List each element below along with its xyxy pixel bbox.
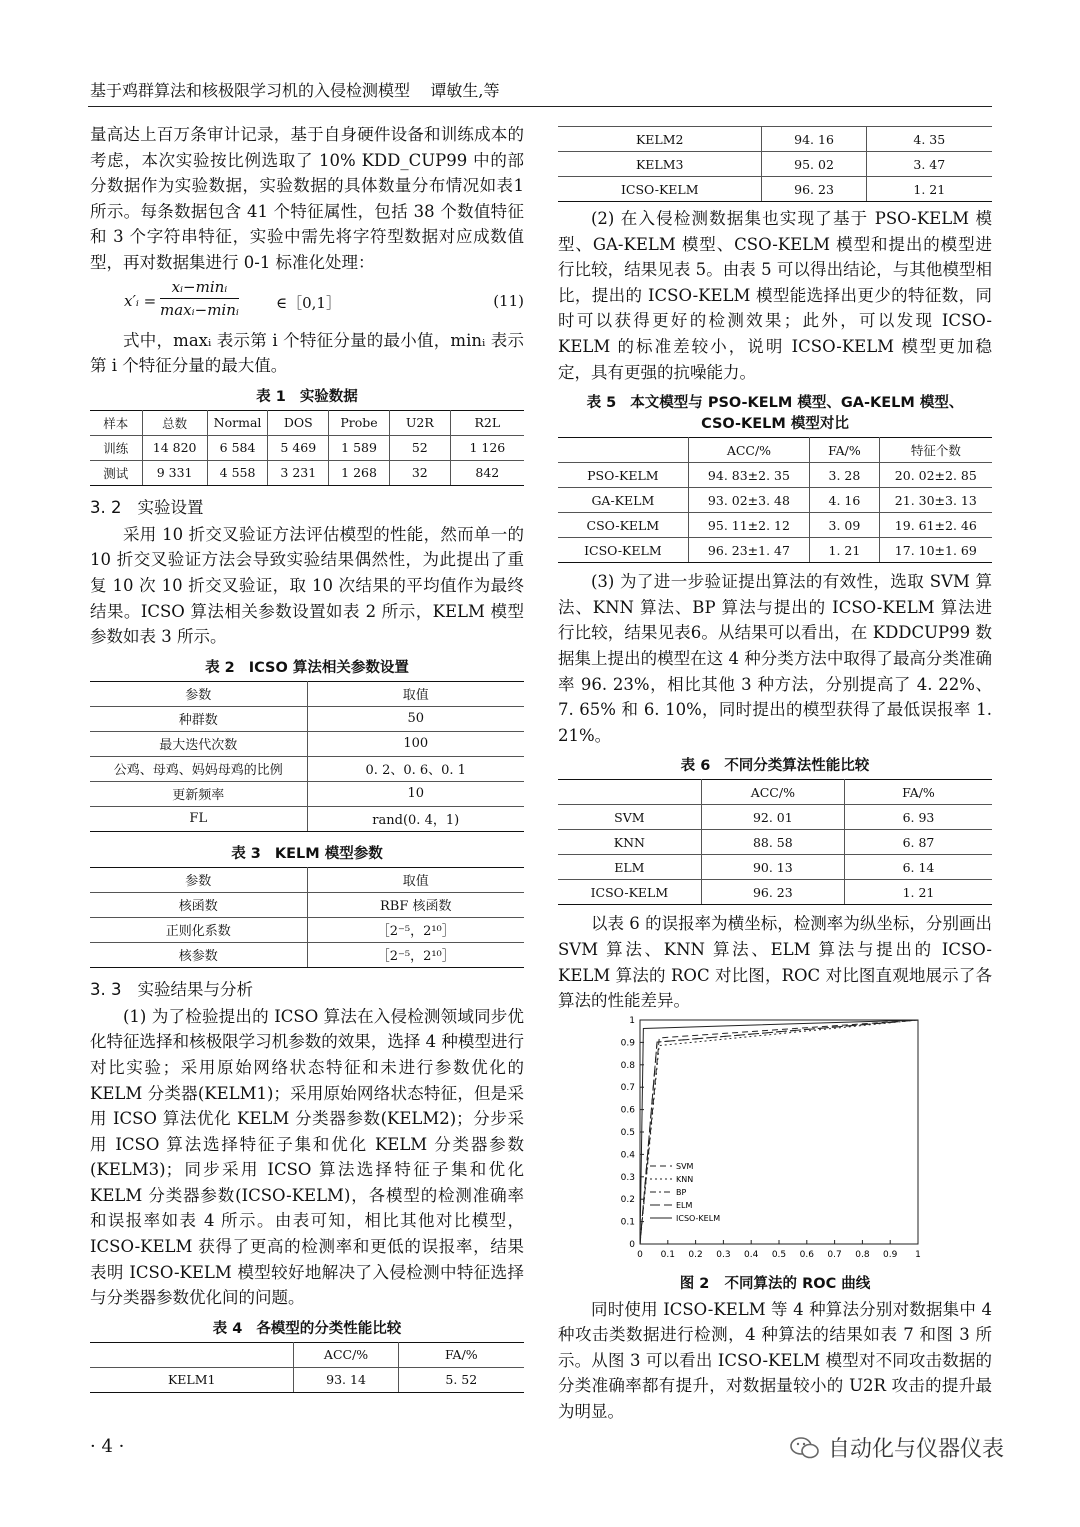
table-caption	[90, 1317, 524, 1338]
table-header-cell: 参数	[90, 681, 307, 706]
table-cell: 93. 14	[294, 1367, 398, 1392]
table-cell: 更新频率	[90, 781, 307, 806]
y-tick-label: 0.6	[620, 1105, 635, 1116]
table-cell: 4 558	[207, 460, 268, 485]
table-cell: 测试	[90, 460, 142, 485]
table-cell: 17. 10±1. 69	[879, 538, 992, 563]
table-title: KELM 模型参数	[274, 845, 383, 862]
figure-title: 不同算法的 ROC 曲线	[724, 1275, 871, 1292]
x-tick-label: 0.9	[883, 1249, 898, 1260]
table-row	[558, 127, 992, 152]
paragraph: 式中，maxᵢ 表示第 i 个特征分量的最小值，minᵢ 表示第 i 个特征分量的最大值。	[90, 330, 524, 376]
table-number: 表 4	[212, 1320, 243, 1337]
table-cell: 95. 02	[762, 152, 866, 177]
x-tick-label: 1	[915, 1249, 921, 1260]
table-cell: 96. 23±1. 47	[688, 538, 810, 563]
table-cell: FL	[90, 806, 307, 831]
table-cell: 14 820	[142, 435, 207, 460]
table-cell: 96. 23	[701, 880, 844, 905]
paragraph: 量高达上百万条审计记录，基于自身硬件设备和训练成本的考虑，本次实验按比例选取了 10% KDD_CUP99 中的部分数据作为实验数据，实验数据的具体数量分布情况如表1 所示。每条数据包含 41 个特征属性，包括 38 个数值特征和 3 个字符串特征，实验中需先将字符型数据对应成数值型，再对数据集进行 0-1 标准化处理：	[90, 125, 524, 272]
table-cell: 90. 13	[701, 855, 844, 880]
legend-label: SVM	[676, 1161, 694, 1171]
table-cell: SVM	[558, 805, 701, 830]
table-number: 表 6	[680, 758, 711, 775]
table-header-cell: 样本	[90, 410, 142, 435]
table-cell: 100	[307, 731, 524, 756]
equation-number: (11)	[493, 291, 524, 310]
legend-label: KNN	[676, 1174, 694, 1184]
table-cell: 21. 30±3. 13	[879, 488, 992, 513]
x-tick-label: 0.1	[660, 1249, 675, 1260]
table-cell: 核参数	[90, 942, 307, 967]
table-row	[558, 152, 992, 177]
table-5	[558, 437, 992, 563]
running-header	[90, 78, 499, 101]
table-cell: 种群数	[90, 706, 307, 731]
table-header-cell: 取值	[307, 681, 524, 706]
paragraph: (2) 在入侵检测数据集也实现了基于 PSO-KELM 模型、GA-KELM 模型、CSO-KELM 模型和提出的模型进行比较，结果见表 5。由表 5 可以得出结论，与其他模型相比，提出的 ICSO-KELM 模型能选择出更少的特征数，同时可以获得更好的检测效果；此外，可以发现 ICSO-KELM 的标准差较小，说明 ICSO-KELM 模型更加稳定，具有更强的抗噪能力。	[558, 209, 992, 382]
table-header-row	[90, 681, 524, 706]
table-cell: 50	[307, 706, 524, 731]
table-cell: ICSO-KELM	[558, 177, 762, 202]
table-cell: rand(0. 4，1)	[307, 806, 524, 831]
section-title: 实验结果与分析	[137, 979, 253, 999]
table-cell: 1. 21	[844, 880, 992, 905]
table-cell: 20. 02±2. 85	[879, 463, 992, 488]
table-row	[558, 177, 992, 202]
header-authors: 谭敏生,等	[430, 81, 500, 100]
table-title: ICSO 算法相关参数设置	[248, 659, 409, 676]
table-cell: 3. 09	[810, 513, 879, 538]
table-cell: 96. 23	[762, 177, 866, 202]
table-cell: ［2⁻⁵，2¹⁰］	[307, 917, 524, 942]
equation-lhs: x′ᵢ =	[124, 291, 157, 310]
section-heading	[90, 494, 524, 518]
table-cell: 4. 16	[810, 488, 879, 513]
y-tick-label: 0.9	[620, 1038, 635, 1049]
legend-label: ICSO-KELM	[676, 1213, 721, 1223]
table-header-cell: Probe	[329, 410, 390, 435]
table-cell: 1 589	[329, 435, 390, 460]
table-cell: 6. 14	[844, 855, 992, 880]
table-cell: PSO-KELM	[558, 463, 688, 488]
table-cell: 10	[307, 781, 524, 806]
table-cell: RBF 核函数	[307, 892, 524, 917]
paragraph: (1) 为了检验提出的 ICSO 算法在入侵检测领域同步优化特征选择和核极限学习机参数的效果，选择 4 种模型进行对比实验；采用原始网络状态特征和未进行参数优化的 KELM 分类器(KELM1)；采用原始网络状态特征，但是采用 ICSO 算法优化 KELM 分类器参数(KELM2)；分步采用 ICSO 算法选择特征子集和优化 KELM 分类器参数(KELM3)；同步采用 ICSO 算法选择特征子集和优化 KELM 分类器参数(ICSO-KELM)，各模型的检测准确率和误报率如表 4 所示。由表可知，相比其他对比模型，ICSO-KELM 获得了更高的检测率和更低的误报率，结果表明 ICSO-KELM 模型较好地解决了入侵检测中特征选择与分类器参数优化间的问题。	[90, 1006, 524, 1308]
table-cell: KNN	[558, 830, 701, 855]
table-caption	[90, 385, 524, 406]
equation-denominator: maxᵢ−minᵢ	[160, 300, 239, 319]
table-header-cell: DOS	[268, 410, 329, 435]
table-header-cell: U2R	[389, 410, 450, 435]
table-caption	[90, 656, 524, 677]
y-tick-label: 0	[629, 1239, 635, 1250]
table-cell: 1. 21	[810, 538, 879, 563]
table-header-row	[90, 1342, 524, 1367]
table-row	[90, 706, 524, 731]
table-title: 各模型的分类性能比较	[256, 1320, 402, 1337]
table-row	[558, 538, 992, 563]
table-cell: 93. 02±3. 48	[688, 488, 810, 513]
table-cell: KELM1	[90, 1367, 294, 1392]
table-cell: 3 231	[268, 460, 329, 485]
table-header-cell: FA/%	[810, 438, 879, 463]
table-row	[90, 1367, 524, 1392]
y-tick-label: 0.3	[620, 1172, 635, 1183]
table-caption	[90, 842, 524, 863]
table-row	[90, 756, 524, 781]
table-header-row	[558, 780, 992, 805]
y-tick-label: 0.2	[620, 1194, 635, 1205]
table-header-cell: Normal	[207, 410, 268, 435]
table-cell: 最大迭代次数	[90, 731, 307, 756]
table-cell: KELM3	[558, 152, 762, 177]
table-3	[90, 867, 524, 968]
table-cell: 6 584	[207, 435, 268, 460]
paragraph: 同时使用 ICSO-KELM 等 4 种算法分别对数据集中 4 种攻击类数据进行检测，4 种算法的结果如表 7 和图 3 所示。从图 3 可以看出 ICSO-KELM 模型对不同攻击数据的分类准确率都有提升，对数据量较小的 U2R 攻击的提升最为明显。	[558, 1299, 992, 1422]
roc-chart	[558, 1014, 992, 1272]
table-row	[90, 892, 524, 917]
table-row	[558, 830, 992, 855]
table-row	[558, 855, 992, 880]
table-header-cell: ACC/%	[294, 1342, 398, 1367]
x-tick-label: 0.2	[688, 1249, 703, 1260]
table-title-line2: CSO-KELM 模型对比	[701, 416, 849, 433]
right-column	[558, 126, 992, 1425]
table-header-row	[90, 867, 524, 892]
section-title: 实验设置	[137, 497, 204, 517]
table-title: 实验数据	[299, 388, 358, 405]
table-cell: 6. 93	[844, 805, 992, 830]
table-cell: KELM2	[558, 127, 762, 152]
table-header-row	[90, 410, 524, 435]
table-row	[558, 880, 992, 905]
equation-11	[90, 276, 524, 328]
y-tick-label: 1	[629, 1015, 635, 1026]
x-tick-label: 0	[637, 1249, 643, 1260]
roc-figure	[558, 1014, 992, 1272]
table-header-cell	[558, 438, 688, 463]
table-header-cell: ACC/%	[688, 438, 810, 463]
figure-number: 图 2	[679, 1275, 710, 1292]
table-title: 不同分类算法性能比较	[724, 758, 870, 775]
table-cell: 核函数	[90, 892, 307, 917]
x-tick-label: 0.6	[799, 1249, 814, 1260]
table-row	[558, 463, 992, 488]
table-2	[90, 681, 524, 832]
x-tick-label: 0.8	[855, 1249, 870, 1260]
x-tick-label: 0.5	[771, 1249, 787, 1260]
table-row	[90, 731, 524, 756]
table-header-cell: FA/%	[844, 780, 992, 805]
table-header-cell: FA/%	[398, 1342, 524, 1367]
table-cell: 95. 11±2. 12	[688, 513, 810, 538]
section-number: 3. 2	[90, 497, 122, 517]
table-4-continued	[558, 126, 992, 202]
table-cell: 88. 58	[701, 830, 844, 855]
section-number: 3. 3	[90, 979, 122, 999]
table-cell: 1. 21	[866, 177, 992, 202]
table-caption	[558, 391, 992, 433]
watermark-text: 自动化与仪器仪表	[828, 1437, 1005, 1462]
table-number: 表 1	[256, 388, 286, 405]
table-cell: 6. 87	[844, 830, 992, 855]
y-tick-label: 0.8	[620, 1060, 635, 1071]
table-row	[90, 460, 524, 485]
wechat-icon	[790, 1436, 820, 1460]
table-cell: 正则化系数	[90, 917, 307, 942]
paragraph: (3) 为了进一步验证提出算法的有效性，选取 SVM 算法、KNN 算法、BP 算法与提出的 ICSO-KELM 算法进行比较，结果见表6。从结果可以看出，在 KDDCUP99 数据集上提出的模型在这 4 种分类方法中取得了最高分类准确率 96. 23%，相比其他 3 种方法，分别提高了 4. 22%、7. 65% 和 6. 10%，同时提出的模型获得了最低误报率 1. 21%。	[558, 572, 992, 745]
wechat-watermark	[790, 1432, 1004, 1463]
table-row	[90, 781, 524, 806]
table-cell: 842	[450, 460, 524, 485]
table-cell: 公鸡、母鸡、妈妈母鸡的比例	[90, 756, 307, 781]
table-cell: 94. 16	[762, 127, 866, 152]
table-cell: 0. 2、0. 6、0. 1	[307, 756, 524, 781]
table-header-cell: 特征个数	[879, 438, 992, 463]
table-cell: 94. 83±2. 35	[688, 463, 810, 488]
table-header-cell: 取值	[307, 867, 524, 892]
table-cell: 52	[389, 435, 450, 460]
legend-label: ELM	[676, 1200, 693, 1210]
y-tick-label: 0.7	[620, 1082, 635, 1093]
table-cell: 3. 47	[866, 152, 992, 177]
legend-label: BP	[676, 1187, 687, 1197]
table-cell: 1 268	[329, 460, 390, 485]
table-cell: ICSO-KELM	[558, 538, 688, 563]
table-header-cell	[558, 780, 701, 805]
table-row	[90, 942, 524, 967]
table-cell: 训练	[90, 435, 142, 460]
section-heading	[90, 976, 524, 1000]
table-row	[90, 917, 524, 942]
table-cell: ［2⁻⁵，2¹⁰］	[307, 942, 524, 967]
table-header-cell: 总数	[142, 410, 207, 435]
equation-range: ∈［0,1］	[276, 293, 341, 312]
table-number: 表 5	[586, 395, 617, 412]
equation-fraction	[160, 278, 239, 319]
y-tick-label: 0.1	[620, 1217, 635, 1228]
table-row	[90, 435, 524, 460]
plot-frame	[640, 1020, 918, 1244]
table-row	[558, 513, 992, 538]
page-number: · 4 ·	[90, 1436, 125, 1457]
table-4	[90, 1342, 524, 1393]
table-cell: 1 126	[450, 435, 524, 460]
table-header-cell	[90, 1342, 294, 1367]
table-cell: 3. 28	[810, 463, 879, 488]
table-header-cell: ACC/%	[701, 780, 844, 805]
table-cell: 5. 52	[398, 1367, 524, 1392]
paragraph: 以表 6 的误报率为横坐标，检测率为纵坐标，分别画出 SVM 算法、KNN 算法、ELM 算法与提出的 ICSO-KELM 算法的 ROC 对比图，ROC 对比图直观地展示了各算法的性能差异。	[558, 914, 992, 1011]
table-caption	[558, 754, 992, 775]
table-cell: 5 469	[268, 435, 329, 460]
table-cell: 92. 01	[701, 805, 844, 830]
table-cell: GA-KELM	[558, 488, 688, 513]
table-cell: ICSO-KELM	[558, 880, 701, 905]
table-cell: 9 331	[142, 460, 207, 485]
table-number: 表 3	[231, 845, 261, 862]
y-tick-label: 0.5	[620, 1127, 635, 1138]
table-number: 表 2	[205, 659, 235, 676]
table-cell: CSO-KELM	[558, 513, 688, 538]
header-rule	[88, 106, 992, 107]
x-tick-label: 0.3	[716, 1249, 731, 1260]
figure-caption	[558, 1272, 992, 1293]
equation-numerator: xᵢ−minᵢ	[160, 278, 239, 299]
table-row	[558, 805, 992, 830]
left-column	[90, 122, 524, 1393]
table-header-cell: 参数	[90, 867, 307, 892]
table-header-cell: R2L	[450, 410, 524, 435]
table-header-row	[558, 438, 992, 463]
table-1	[90, 410, 524, 486]
x-tick-label: 0.4	[744, 1249, 759, 1260]
table-cell: 19. 61±2. 46	[879, 513, 992, 538]
table-cell: 4. 35	[866, 127, 992, 152]
y-tick-label: 0.4	[620, 1150, 635, 1161]
table-row	[90, 806, 524, 831]
table-title: 本文模型与 PSO-KELM 模型、GA-KELM 模型、	[630, 395, 964, 412]
table-6	[558, 779, 992, 905]
table-cell: 32	[389, 460, 450, 485]
x-tick-label: 0.7	[827, 1249, 842, 1260]
header-title: 基于鸡群算法和核极限学习机的入侵检测模型	[90, 81, 411, 100]
table-row	[558, 488, 992, 513]
table-cell: ELM	[558, 855, 701, 880]
paragraph: 采用 10 折交叉验证方法评估模型的性能，然而单一的 10 折交叉验证方法会导致实验结果偶然性，为此提出了重复 10 次 10 折交叉验证，取 10 次结果的平均值作为最终结果。ICSO 算法相关参数设置如表 2 所示，KELM 模型参数如表 3 所示。	[90, 524, 524, 647]
